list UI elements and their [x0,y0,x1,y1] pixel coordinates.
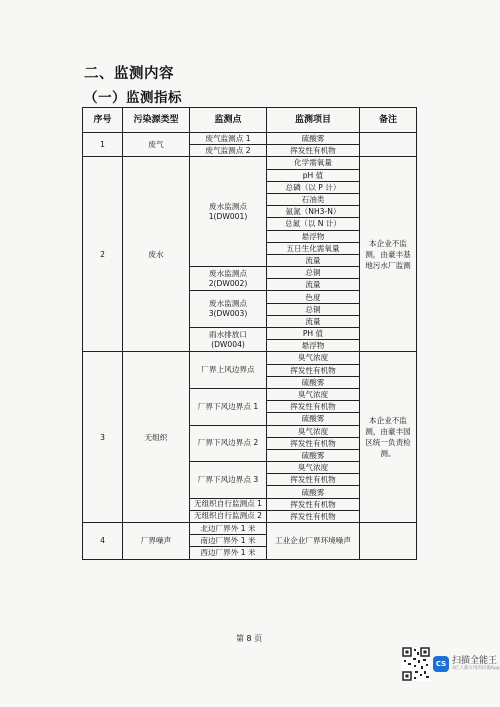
monitoring-item: 臭气浓度 [267,352,360,364]
pollution-type: 无组织 [123,352,190,523]
monitoring-point: 废气监测点 1 [190,133,267,145]
monitoring-item: 色度 [267,291,360,303]
monitoring-item: 臭气浓度 [267,462,360,474]
monitoring-item: 臭气浓度 [267,388,360,400]
row-no: 4 [83,523,123,560]
header-note: 备注 [360,108,417,133]
note-cell [360,523,417,560]
header-no: 序号 [83,108,123,133]
header-type: 污染源类型 [123,108,190,133]
monitoring-item: 硫酸雾 [267,449,360,461]
monitoring-item: 挥发性有机物 [267,498,360,510]
monitoring-point: 厂界上风边界点 [190,352,267,389]
monitoring-item: 流量 [267,315,360,327]
monitoring-point: 废气监测点 2 [190,145,267,157]
note-cell: 本企业不监测，由豪丰基地污水厂监测 [360,157,417,352]
monitoring-point: 废水监测点 2(DW002) [190,267,267,291]
monitoring-item: 五日生化需氧量 [267,242,360,254]
monitoring-item: 总铜 [267,303,360,315]
monitoring-item: 总磷（以 P 计） [267,181,360,193]
camscanner-logo: CS [433,656,449,672]
subsection-title: （一）监测指标 [84,90,182,106]
monitoring-item: 挥发性有机物 [267,437,360,449]
table-row [83,523,417,535]
monitoring-item: 悬浮物 [267,340,360,352]
monitoring-point: 南边厂界外 1 米 [190,535,267,547]
monitoring-point: 雨水排放口 (DW004) [190,328,267,352]
monitoring-item: 总铜 [267,267,360,279]
monitoring-point: 厂界下风边界点 1 [190,388,267,425]
note-cell [360,133,417,157]
monitoring-item: 硫酸雾 [267,413,360,425]
monitoring-point: 无组织自行监测点 1 [190,498,267,510]
monitoring-item: 氨氮（NH3-N） [267,206,360,218]
row-no: 3 [83,352,123,523]
monitoring-point: 厂界下风边界点 2 [190,425,267,462]
monitoring-item: PH 值 [267,328,360,340]
pollution-type: 废水 [123,157,190,352]
monitoring-item: 石油类 [267,193,360,205]
monitoring-item: 硫酸雾 [267,486,360,498]
header-item: 监测项目 [267,108,360,133]
monitoring-item: pH 值 [267,169,360,181]
note-cell: 本企业不监测，由豪丰园区统一负责检测。 [360,352,417,523]
page-number: 第 8 页 [236,634,263,643]
monitoring-item: 挥发性有机物 [267,510,360,522]
section-title: 二、监测内容 [84,66,174,82]
monitoring-item: 流量 [267,254,360,266]
monitoring-point: 北边厂界外 1 米 [190,523,267,535]
watermark-title: 扫描全能王 [452,656,498,666]
monitoring-item: 工业企业厂界环境噪声 [267,523,360,560]
monitoring-item: 悬浮物 [267,230,360,242]
monitoring-point: 废水监测点 1(DW001) [190,157,267,267]
header-point: 监测点 [190,108,267,133]
monitoring-item: 化学需氧量 [267,157,360,169]
pollution-type: 厂界噪声 [123,523,190,560]
monitoring-item: 挥发性有机物 [267,474,360,486]
monitoring-item: 硫酸雾 [267,133,360,145]
monitoring-item: 硫酸雾 [267,376,360,388]
monitoring-item: 挥发性有机物 [267,364,360,376]
monitoring-point: 厂界下风边界点 3 [190,462,267,499]
monitoring-point: 无组织自行监测点 2 [190,510,267,522]
monitoring-point: 西边厂界外 1 米 [190,547,267,559]
monitoring-table [82,107,417,560]
monitoring-item: 挥发性有机物 [267,145,360,157]
pollution-type: 废气 [123,133,190,157]
monitoring-item: 总氮（以 N 计） [267,218,360,230]
scanner-watermark [402,647,500,681]
monitoring-item: 流量 [267,279,360,291]
monitoring-point: 废水监测点 3(DW003) [190,291,267,328]
watermark-subtitle: 3亿人都在用的扫描App [452,666,500,671]
table-row [83,352,417,364]
table-row [83,133,417,145]
monitoring-item: 臭气浓度 [267,425,360,437]
row-no: 2 [83,157,123,352]
monitoring-item: 挥发性有机物 [267,401,360,413]
qr-code-icon [402,647,430,681]
table-header-row [83,108,417,133]
table-row [83,157,417,169]
row-no: 1 [83,133,123,157]
